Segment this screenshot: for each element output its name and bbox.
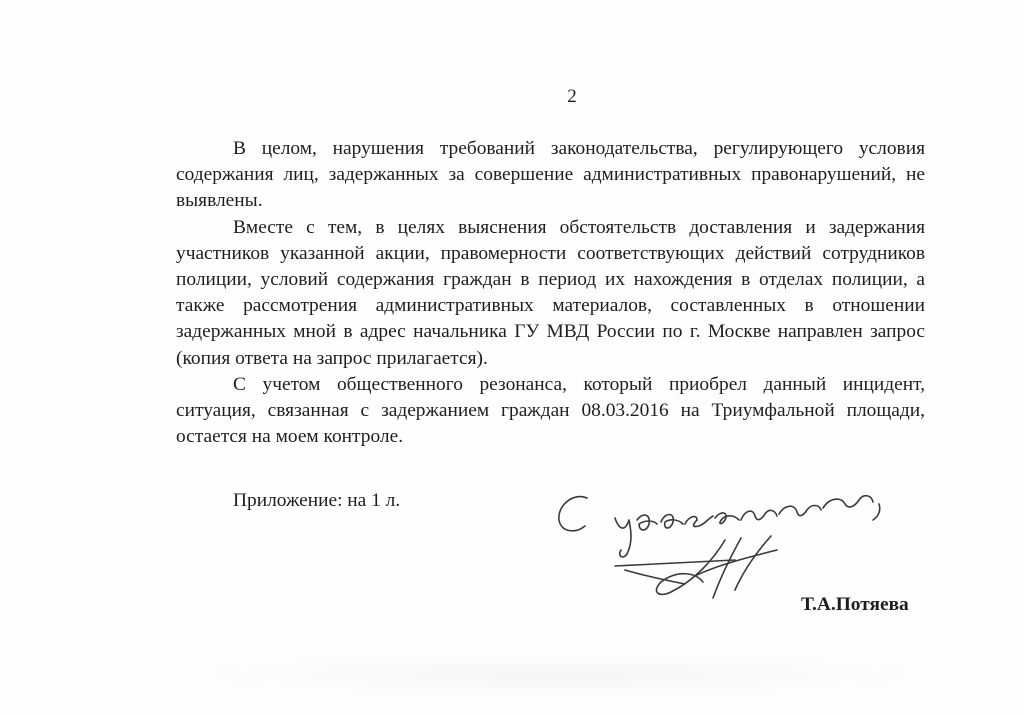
scan-smudge [130, 650, 990, 700]
letter-body [176, 136, 925, 450]
signer-name: Т.А.Потяева [801, 594, 909, 615]
paragraph-request: Вместе с тем, в целях выяснения обстоятельств доставления и задержания участников указанной акции, правомерности соответствующих действий сотрудников полиции, условий содержания граждан в период их нахождения в отделах полиции, а также рассмотрения административных материалов, составленных в отношении задержанных мной в адрес начальника ГУ МВД России по г. Москве направлен запрос (копия ответа на запрос прилагается). [176, 216, 925, 369]
attachment-note: Приложение: на 1 л. [233, 490, 401, 511]
paragraph-control: С учетом общественного резонанса, который приобрел данный инцидент, ситуация, связанная с задержанием граждан 08.03.2016 на Триумфальной площади, остается на моем контроле. [176, 373, 925, 448]
paragraph-violations: В целом, нарушения требований законодательства, регулирующего условия содержания лиц, задержанных за совершение административных правонарушений, не выявлены. [176, 138, 925, 212]
page-number: 2 [567, 86, 577, 107]
